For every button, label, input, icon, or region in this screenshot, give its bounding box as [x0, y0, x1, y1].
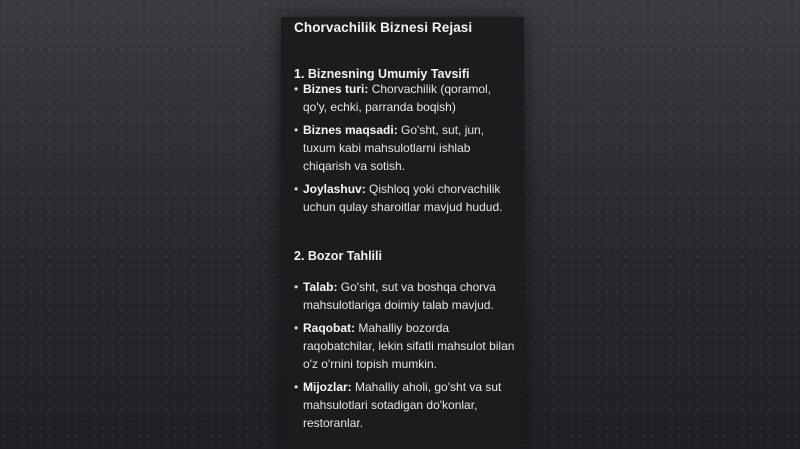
- item-term: Talab:: [303, 280, 338, 294]
- item-text: Qishloq yoki chorvachilik uchun qulay sharoitlar mavjud hudud.: [303, 182, 503, 214]
- list-item: [294, 278, 516, 314]
- section-list-general: [294, 80, 516, 221]
- document-panel: [281, 17, 524, 449]
- bullet-icon: •: [294, 321, 299, 335]
- item-text: Mahalliy bozorda raqobatchilar, lekin sifatli mahsulot bilan o'z o'rnini topish mumkin.: [303, 321, 515, 371]
- item-term: Raqobat:: [303, 321, 355, 335]
- list-item: [294, 80, 516, 116]
- item-text: Chorvachilik (qoramol, qo'y, echki, parranda boqish): [303, 82, 492, 114]
- bullet-icon: •: [294, 182, 299, 196]
- item-text: Mahalliy aholi, go'sht va sut mahsulotlari sotadigan do'konlar, restoranlar.: [303, 380, 502, 430]
- list-item: [294, 378, 516, 432]
- section-heading-general: 1. Biznesning Umumiy Tavsifi: [294, 67, 470, 81]
- item-text: Go'sht, sut va boshqa chorva mahsulotlariga doimiy talab mavjud.: [303, 280, 496, 312]
- bullet-icon: •: [294, 280, 299, 294]
- section-list-market: [294, 278, 516, 437]
- bullet-icon: •: [294, 123, 299, 137]
- bullet-icon: •: [294, 82, 299, 96]
- item-term: Biznes maqsadi:: [303, 123, 398, 137]
- bullet-icon: •: [294, 380, 299, 394]
- list-item: [294, 121, 516, 175]
- item-term: Mijozlar:: [303, 380, 352, 394]
- document-title: Chorvachilik Biznesi Rejasi: [294, 20, 473, 35]
- item-term: Joylashuv:: [303, 182, 366, 196]
- list-item: [294, 319, 516, 373]
- section-heading-market: 2. Bozor Tahlili: [294, 249, 382, 263]
- item-text: Go'sht, sut, jun, tuxum kabi mahsulotlarni ishlab chiqarish va sotish.: [303, 123, 485, 173]
- list-item: [294, 180, 516, 216]
- item-term: Biznes turi:: [303, 82, 369, 96]
